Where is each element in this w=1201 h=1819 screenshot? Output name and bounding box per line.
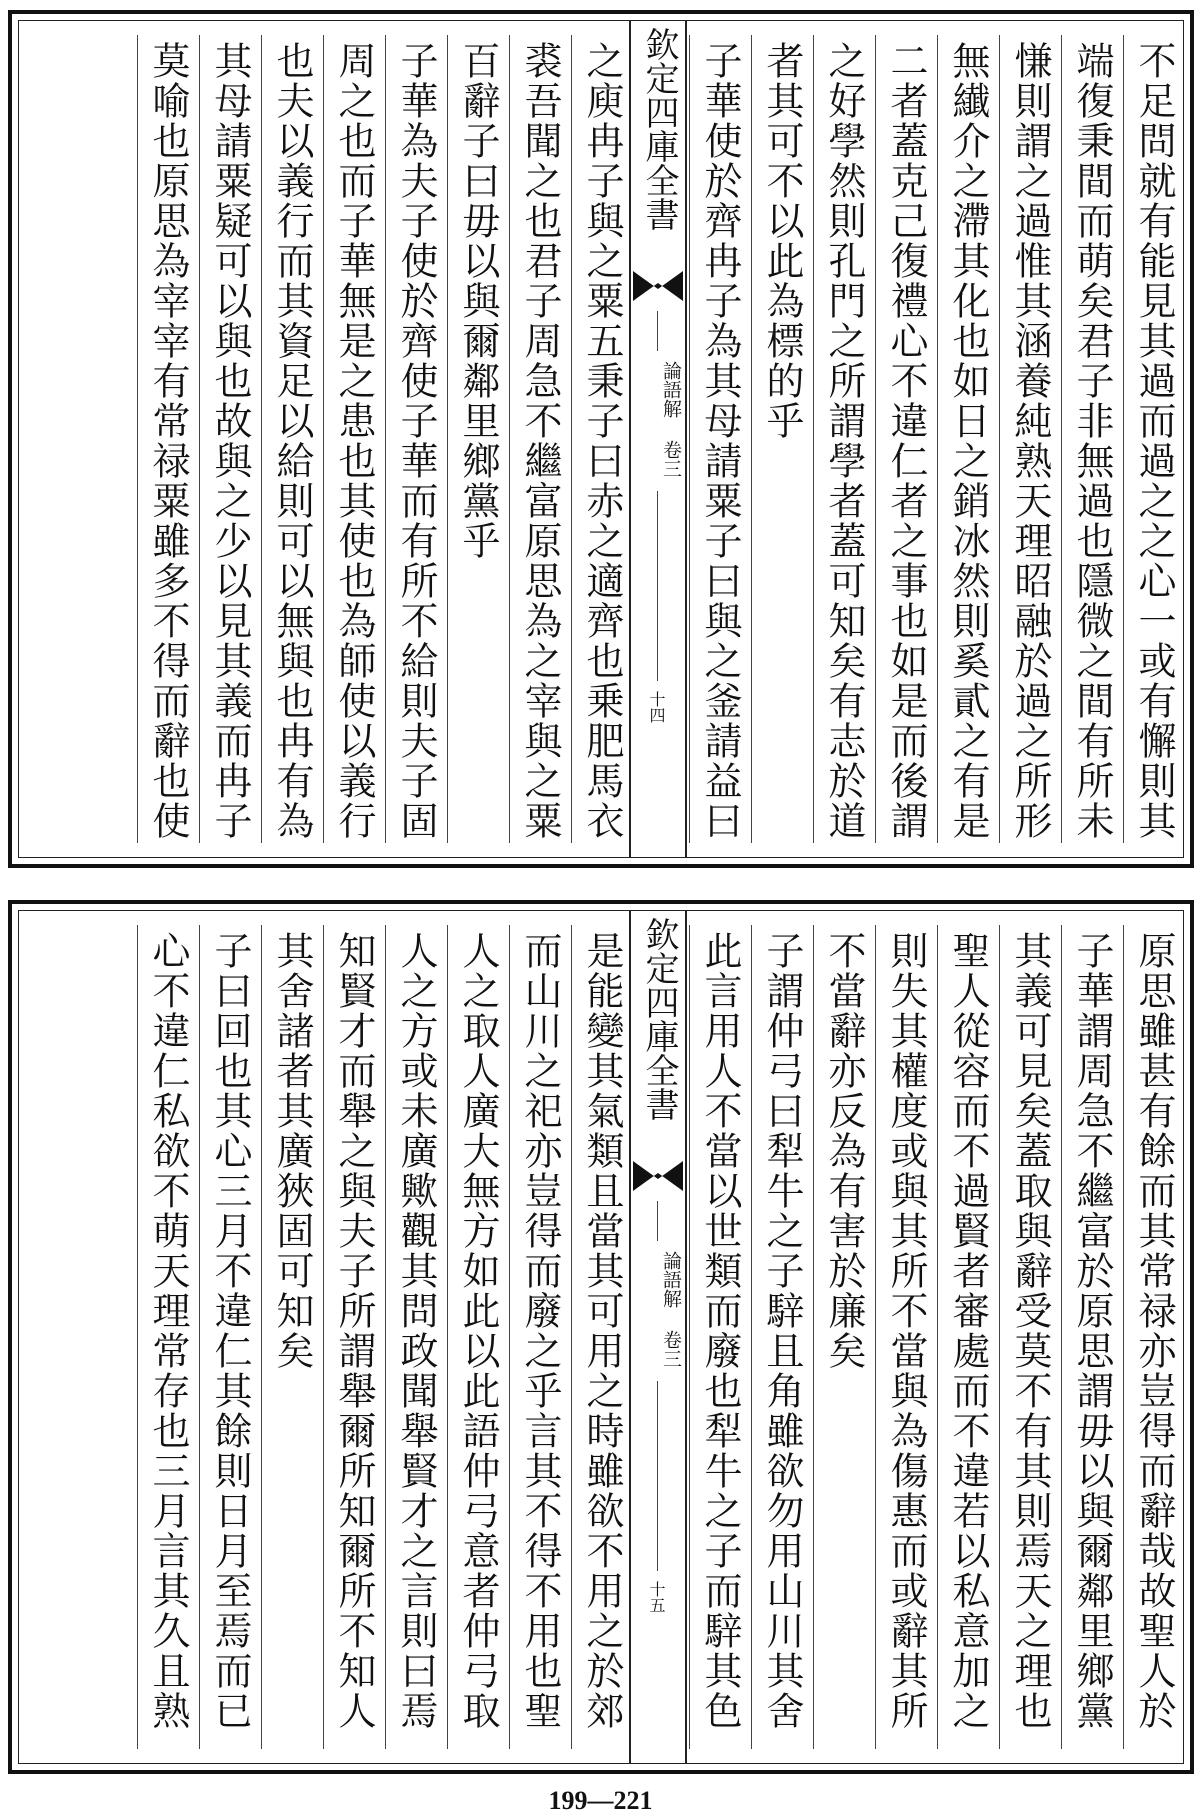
section-label: 論語解 卷三: [660, 361, 682, 478]
text-column: 百辭子曰毋以與爾鄰里鄉黨乎: [447, 35, 507, 843]
page-spine: [629, 911, 687, 1763]
text-column: 原思雖甚有餘而其常禄亦豈得而辭哉故聖人於: [1123, 925, 1183, 1749]
bottom-page-frame: [18, 910, 1184, 1764]
text-column: 此言用人不當以世類而廢也犁牛之子而騂其色: [689, 925, 749, 1749]
text-column: 子華謂周急不繼富於原思謂毋以與爾鄰里鄉黨: [1061, 925, 1121, 1749]
text-column: 是能變其氣類且當其可用之時雖欲不用之於郊: [571, 925, 631, 1749]
spine-rule: [657, 491, 658, 681]
text-column: 聖人從容而不過賢者審處而不違若以私意加之: [937, 925, 997, 1749]
spine-rule: [657, 311, 658, 351]
page-number: 十五: [647, 1581, 666, 1613]
text-column: 無纎介之滯其化也如日之銷冰然則奚貳之有是: [937, 35, 997, 843]
text-column: 子曰回也其心三月不違仁其餘則日月至焉而已: [199, 925, 259, 1749]
text-column: 慊則謂之過惟其涵養純熟天理昭融於過之所形: [999, 35, 1059, 843]
text-column: 子華使於齊冉子為其母請粟子曰與之釜請益曰: [689, 35, 749, 843]
spine-rule: [657, 1201, 658, 1241]
fish-tail-mark-icon: [633, 1161, 683, 1191]
text-column: 人之取人廣大無方如此以此語仲弓意者仲弓取: [447, 925, 507, 1749]
text-column: 知賢才而舉之與夫子所謂舉爾所知爾所不知人: [323, 925, 383, 1749]
text-column: 之好學然則孔門之所謂學者蓋可知矣有志於道: [813, 35, 873, 843]
fish-tail-mark-icon: [633, 271, 683, 301]
text-column: 之庾冉子與之粟五秉子曰赤之適齊也乗肥馬衣: [571, 35, 631, 843]
text-column: 子華為夫子使於齊使子華而有所不給則夫子固: [385, 35, 445, 843]
section-label: 論語解 卷三: [660, 1251, 682, 1368]
spine-rule: [657, 1381, 658, 1571]
top-page: [8, 10, 1194, 868]
text-column: 心不違仁私欲不萌天理常存也三月言其久且熟: [137, 925, 197, 1749]
text-column: 者其可不以此為標的乎: [751, 35, 811, 843]
text-column: 其義可見矣蓋取與辭受莫不有其則焉天之理也: [999, 925, 1059, 1749]
text-column: 裘吾聞之也君子周急不繼富原思為之宰與之粟: [509, 35, 569, 843]
page-spine: [629, 21, 687, 857]
text-column: 子謂仲弓曰犁牛之子騂且角雖欲勿用山川其舍: [751, 925, 811, 1749]
scan-page-number: 199—221: [548, 1786, 653, 1815]
book-title: 欽定四庫全書: [639, 27, 679, 231]
text-column: 二者蓋克己復禮心不違仁者之事也如是而後謂: [875, 35, 935, 843]
bottom-page: [8, 900, 1194, 1774]
text-column: 而山川之祀亦豈得而廢之乎言其不得不用也聖: [509, 925, 569, 1749]
text-column: 則失其權度或與其所不當與為傷惠而或辭其所: [875, 925, 935, 1749]
text-column: 莫喻也原思為宰宰有常禄粟雖多不得而辭也使: [137, 35, 197, 843]
text-column: 周之也而子華無是之患也其使也為師使以義行: [323, 35, 383, 843]
text-column: 人之方或未廣歟觀其問政聞舉賢才之言則曰焉: [385, 925, 445, 1749]
page-number: 十四: [647, 691, 666, 723]
text-column: 端復秉間而萌矣君子非無過也隱微之間有所未: [1061, 35, 1121, 843]
text-column: 也夫以義行而其資足以給則可以無與也冉有為: [261, 35, 321, 843]
text-column: 不足問就有能見其過而過之之心一或有懈則其: [1123, 35, 1183, 843]
top-page-frame: [18, 20, 1184, 858]
text-column: 不當辭亦反為有害於廉矣: [813, 925, 873, 1749]
text-column: 其母請粟疑可以與也故與之少以見其義而冉子: [199, 35, 259, 843]
text-column: 其舍諸者其廣狹固可知矣: [261, 925, 321, 1749]
book-title: 欽定四庫全書: [639, 917, 679, 1121]
